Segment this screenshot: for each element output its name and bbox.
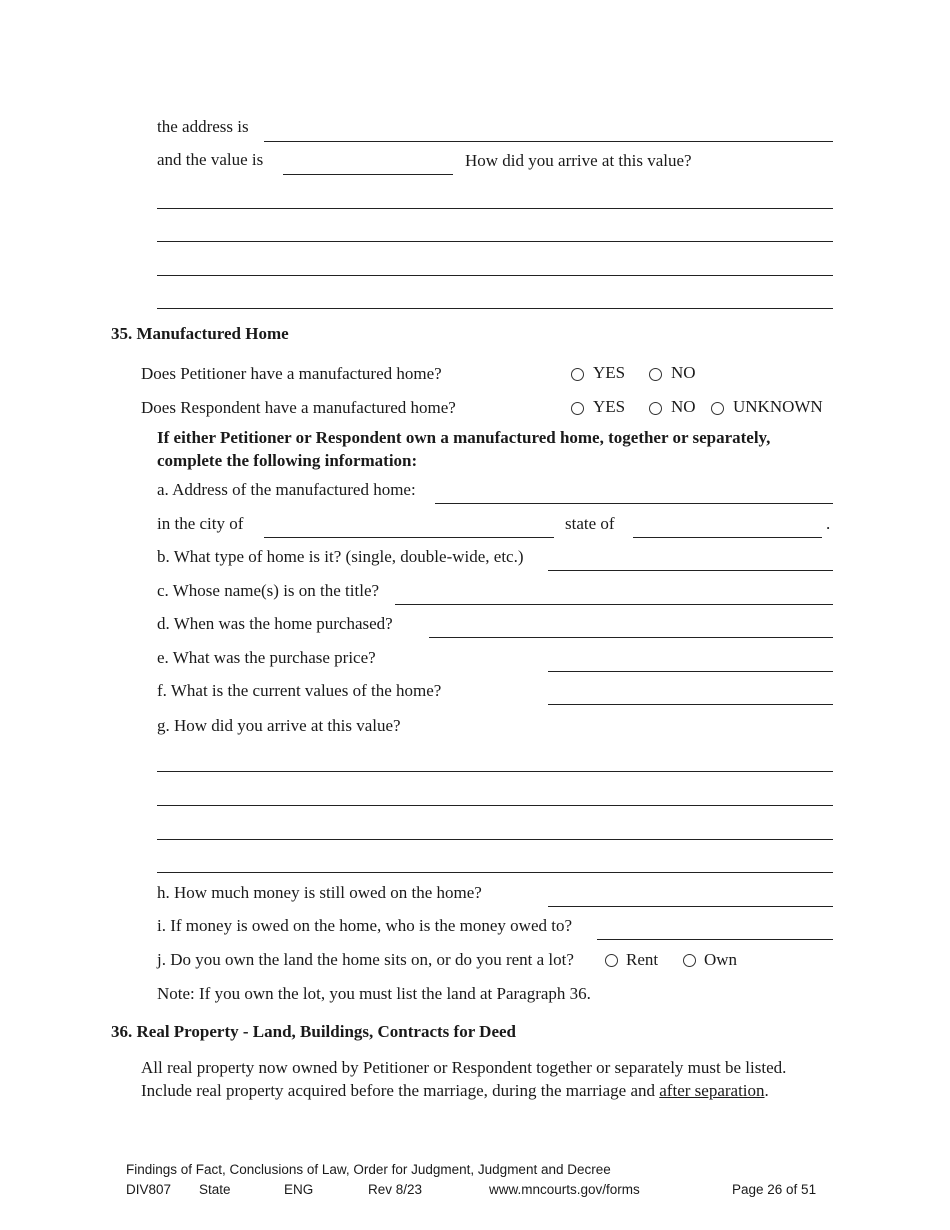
address-label: the address is	[157, 117, 249, 136]
petitioner-question: Does Petitioner have a manufactured home?	[141, 364, 442, 383]
owed-to-field[interactable]	[597, 939, 833, 940]
own-label: Own	[704, 950, 738, 969]
state-label: state of	[565, 514, 615, 533]
home-type-field[interactable]	[548, 570, 833, 571]
own-radio[interactable]	[683, 954, 696, 967]
footer-revision: Rev 8/23	[368, 1182, 423, 1197]
respondent-unknown-label: UNKNOWN	[733, 397, 823, 416]
explanation-line-4[interactable]	[157, 308, 833, 309]
purchase-price-field[interactable]	[548, 671, 833, 672]
rent-label: Rent	[626, 950, 659, 969]
section-36-para-line-2	[141, 1081, 769, 1101]
value-explanation-line-1[interactable]	[157, 771, 833, 772]
para-line-2-prefix: Include real property acquired before the marriage, during the marriage and	[141, 1081, 660, 1100]
respondent-yes-label: YES	[593, 397, 626, 416]
petitioner-no-label: NO	[671, 363, 696, 382]
address-field[interactable]	[264, 141, 833, 142]
respondent-no-radio[interactable]	[649, 402, 662, 415]
home-address-field[interactable]	[435, 503, 833, 504]
footer-jurisdiction: State	[199, 1182, 231, 1197]
footer-form-id: DIV807	[126, 1182, 172, 1197]
item-e-label: e. What was the purchase price?	[157, 648, 376, 667]
item-g-label: g. How did you arrive at this value?	[157, 716, 401, 735]
petitioner-yes-radio[interactable]	[571, 368, 584, 381]
explanation-line-3[interactable]	[157, 275, 833, 276]
respondent-yes-radio[interactable]	[571, 402, 584, 415]
item-a-label: a. Address of the manufactured home:	[157, 480, 416, 499]
footer-title: Findings of Fact, Conclusions of Law, Order for Judgment, Judgment and Decree	[126, 1162, 611, 1177]
city-label: in the city of	[157, 514, 244, 533]
para-line-2-suffix: .	[764, 1081, 769, 1100]
item-b-label: b. What type of home is it? (single, double-wide, etc.)	[157, 547, 524, 566]
value-explanation-line-4[interactable]	[157, 872, 833, 873]
item-c-label: c. Whose name(s) is on the title?	[157, 581, 380, 600]
section-36-para-line-1: All real property now owned by Petitioner or Respondent together or separately must be listed.	[141, 1058, 787, 1077]
current-value-field[interactable]	[548, 704, 833, 705]
value-label: and the value is	[157, 150, 264, 169]
respondent-question: Does Respondent have a manufactured home?	[141, 398, 456, 417]
footer-language: ENG	[284, 1182, 314, 1197]
value-explanation-line-3[interactable]	[157, 839, 833, 840]
item-f-label: f. What is the current values of the home?	[157, 681, 442, 700]
footer-website[interactable]: www.mncourts.gov/forms	[489, 1182, 640, 1197]
value-explanation-line-2[interactable]	[157, 805, 833, 806]
section-36-heading: 36. Real Property - Land, Buildings, Contracts for Deed	[111, 1022, 517, 1041]
state-period: .	[826, 514, 831, 533]
instruction-line-2: complete the following information:	[157, 451, 418, 470]
item-d-label: d. When was the home purchased?	[157, 614, 393, 633]
explanation-line-1[interactable]	[157, 208, 833, 209]
arrive-question: How did you arrive at this value?	[465, 151, 692, 170]
explanation-line-2[interactable]	[157, 241, 833, 242]
petitioner-yes-label: YES	[593, 363, 626, 382]
petitioner-no-radio[interactable]	[649, 368, 662, 381]
instruction-line-1: If either Petitioner or Respondent own a manufactured home, together or separately,	[157, 428, 771, 447]
respondent-unknown-radio[interactable]	[711, 402, 724, 415]
footer-page-number: Page 26 of 51	[732, 1182, 817, 1197]
item-j-label: j. Do you own the land the home sits on, or do you rent a lot?	[157, 950, 574, 969]
state-field[interactable]	[633, 537, 822, 538]
item-h-label: h. How much money is still owed on the home?	[157, 883, 482, 902]
item-i-label: i. If money is owed on the home, who is the money owed to?	[157, 916, 573, 935]
after-separation-text: after separation	[659, 1081, 765, 1100]
amount-owed-field[interactable]	[548, 906, 833, 907]
value-field[interactable]	[283, 174, 453, 175]
lot-note: Note: If you own the lot, you must list the land at Paragraph 36.	[157, 984, 591, 1003]
respondent-no-label: NO	[671, 397, 696, 416]
section-35-heading: 35. Manufactured Home	[111, 324, 289, 343]
rent-radio[interactable]	[605, 954, 618, 967]
title-names-field[interactable]	[395, 604, 833, 605]
purchase-date-field[interactable]	[429, 637, 833, 638]
city-field[interactable]	[264, 537, 554, 538]
